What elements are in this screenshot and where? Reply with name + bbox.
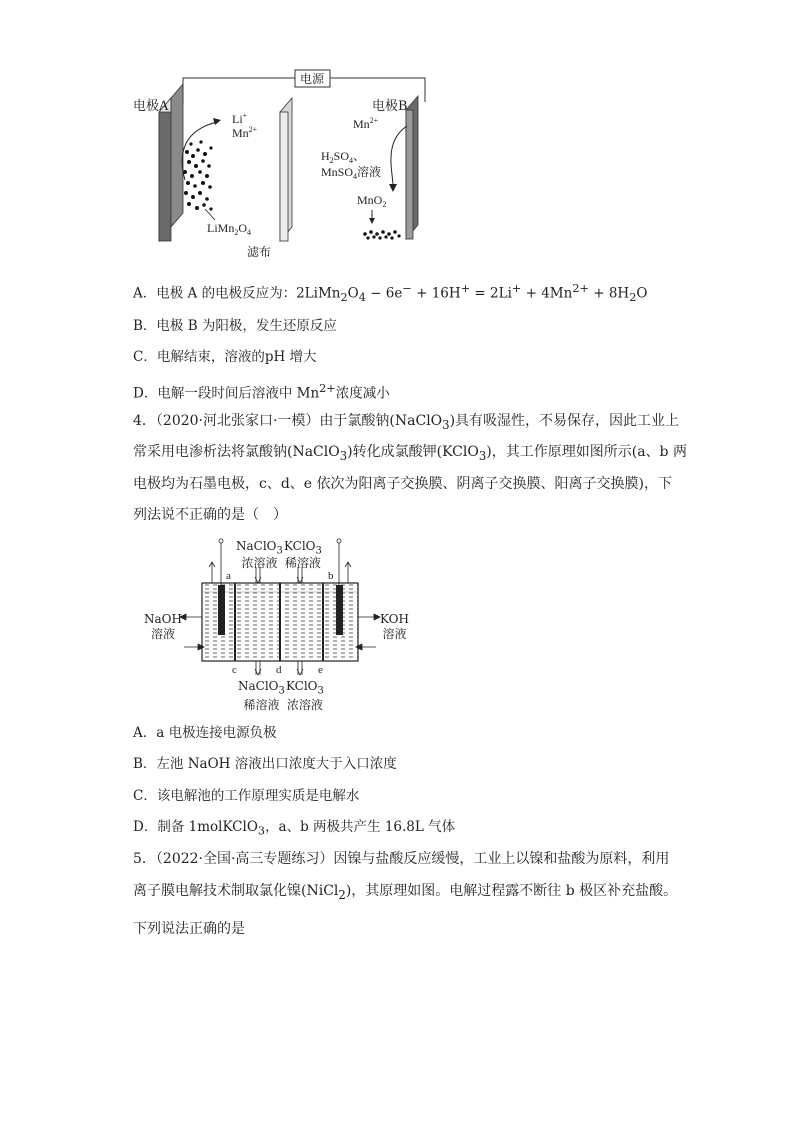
- mn-ion-label-b: $Mn^{2+}$: [353, 116, 379, 131]
- q4-line-3: 电极均为石墨电极，c、d、e 依次为阳离子交换膜、阴离子交换膜、阳离子交换膜)，下: [133, 476, 672, 492]
- q4-line-2: 常采用电渗析法将氯酸钠(NaClO$_3$)转化成氯酸钾(KClO$_3$)，其工作原理如图所示(a、b 两: [133, 444, 687, 463]
- electrode-a-label: 电极A: [133, 99, 169, 114]
- mno2-particles: [363, 230, 400, 239]
- mn-ion-label-a: $Mn^{2+}$: [232, 125, 258, 140]
- electrode-b-label: 电极B: [372, 99, 408, 114]
- arrow-mn-oxidation: [391, 126, 407, 186]
- fig2-top-right-label: KClO$_3$ 稀溶液: [284, 539, 322, 571]
- fig2-koh-label: KOH 溶液: [380, 612, 409, 641]
- electrode-b: [336, 585, 343, 635]
- electrode-a: [218, 585, 225, 635]
- limn2o4-label: $LiMn_2O_4$: [207, 221, 252, 237]
- power-label: 电源: [299, 72, 325, 86]
- li-ion-label: Li+: [232, 111, 248, 126]
- q4-option-a: A．a 电极连接电源负极: [133, 725, 277, 741]
- solution-label-2: MnSO$_4$溶液: [321, 165, 382, 181]
- q4-option-c: C．该电解池的工作原理实质是电解水: [133, 788, 360, 804]
- solution-label-1: $H_2SO_4$、: [321, 149, 366, 165]
- label-b: b: [328, 570, 334, 582]
- electrolysis-diagram-1: [125, 62, 445, 262]
- filter-label: 滤布: [247, 245, 272, 259]
- fig2-top-left-label: NaClO$_3$ 浓溶液: [236, 539, 283, 571]
- q5-line-1: 5．（2022·全国·高三专题练习）因镍与盐酸反应缓慢，工业上以镍和盐酸为原料，利用: [133, 851, 670, 867]
- q4-line-4: 列法说不正确的是（ ）: [133, 507, 287, 523]
- q5-line-2: 离子膜电解技术制取氯化镍(NiCl$_2$)，其原理如图。电解过程露不断往 b 极区补充盐酸。: [133, 883, 678, 902]
- q3-option-d: D．电解一段时间后溶液中 $Mn^{2+}$浓度减小: [133, 382, 390, 402]
- label-a: a: [226, 570, 231, 582]
- q4-option-b: B．左池 NaOH 溶液出口浓度大于入口浓度: [133, 756, 397, 772]
- q4-line-1: 4．（2020·河北张家口·一模）由于氯酸钠(NaClO$_3$)具有吸湿性，不易保存，因此工业上: [133, 413, 680, 432]
- fig2-bottom-left-label: NaClO$_3$ 稀溶液: [238, 679, 285, 713]
- fig2-naoh-label: NaOH 溶液: [144, 612, 182, 641]
- q3-option-b: B．电极 B 为阳极，发生还原反应: [133, 318, 337, 334]
- label-e: e: [318, 664, 323, 676]
- label-c: c: [232, 664, 237, 676]
- wire-left: [183, 78, 295, 104]
- fig2-bottom-right-label: KClO$_3$ 浓溶液: [286, 679, 324, 713]
- q5-line-3: 下列说法正确的是: [133, 921, 245, 937]
- q3-option-a: A．电极 A 的电极反应为：$2LiMn_2O_4 - 6e^- + 16H^+ = 2Li^+ + 4Mn^{2+} + 8H_2O$: [133, 282, 648, 305]
- q4-option-d: D．制备 1molKClO$_3$，a、b 两极共产生 16.8L 气体: [133, 819, 456, 838]
- electrode-a-plate: [159, 112, 171, 241]
- q3-option-c: C．电解结束，溶液的pH 增大: [133, 349, 317, 365]
- label-d: d: [276, 664, 282, 676]
- mno2-label: MnO$_2$: [357, 193, 387, 209]
- limn2o4-particles: [183, 140, 213, 210]
